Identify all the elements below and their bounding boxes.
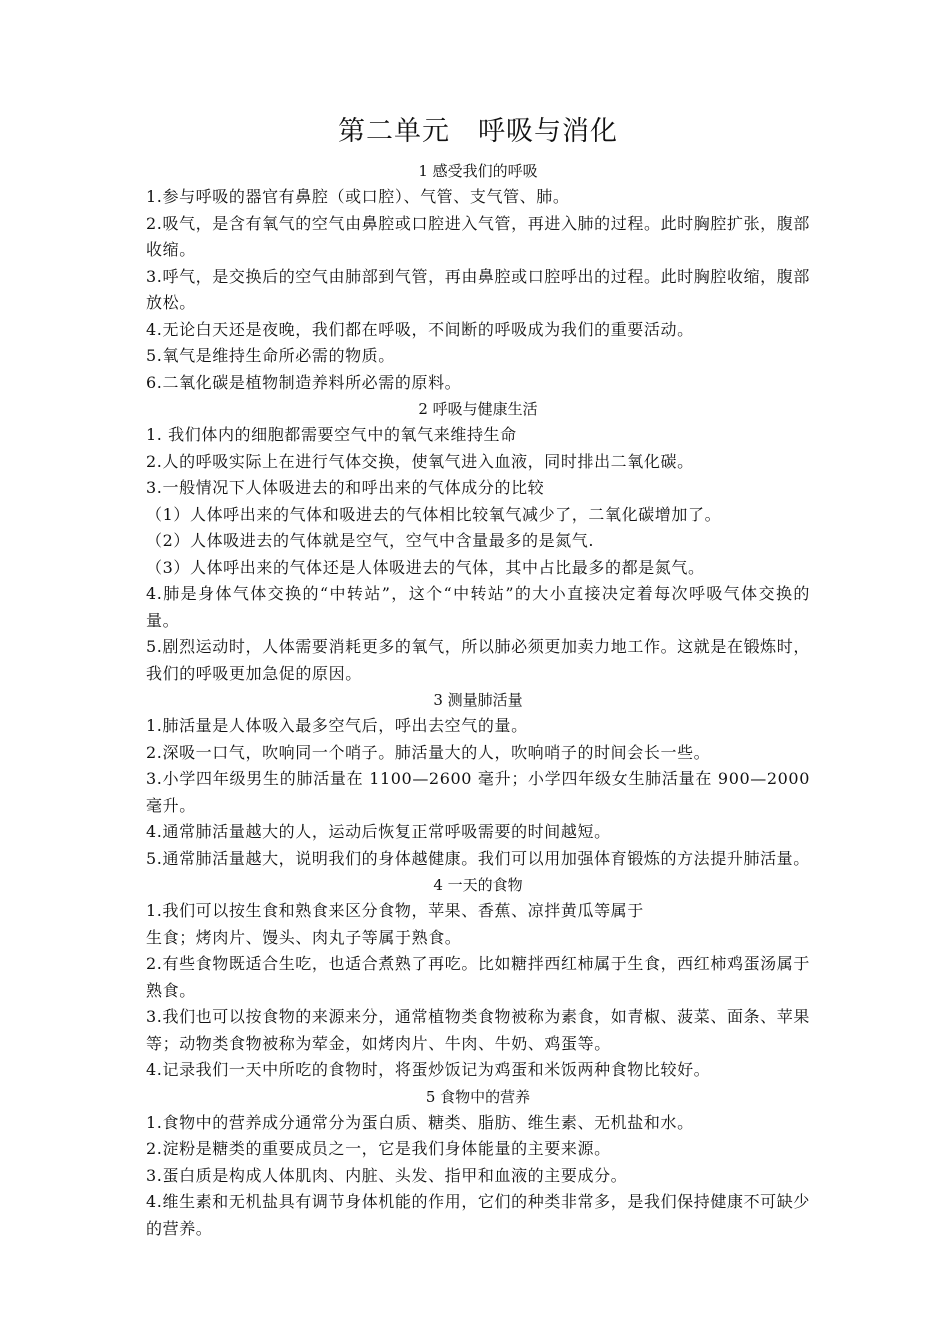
paragraph: 1.食物中的营养成分通常分为蛋白质、糖类、脂肪、维生素、无机盐和水。 — [146, 1112, 694, 1132]
paragraph: 2.淀粉是糖类的重要成员之一，它是我们身体能量的主要来源。 — [146, 1139, 611, 1158]
section-heading: 1 感受我们的呼吸 — [418, 162, 538, 180]
paragraph: 生食；烤肉片、馒头、肉丸子等属于熟食。 — [146, 927, 462, 947]
page-title: 第二单元 呼吸与消化 — [338, 116, 618, 147]
section-4 — [146, 872, 810, 1084]
section-5 — [146, 1084, 810, 1243]
paragraph: （1）人体呼出来的气体和吸进去的气体相比较氧气减少了，二氧化碳增加了。 — [146, 504, 722, 524]
paragraph: 4.通常肺活量越大的人，运动后恢复正常呼吸需要的时间越短。 — [146, 822, 611, 841]
section-2 — [146, 396, 810, 687]
paragraph: 2.吸气，是含有氧气的空气由鼻腔或口腔进入气管，再进入肺的过程。此时胸腔扩张，腹部收缩。 — [146, 213, 810, 259]
paragraph: 4.维生素和无机盐具有调节身体机能的作用，它们的种类非常多，是我们保持健康不可缺少的营养。 — [146, 1192, 810, 1238]
paragraph: 4.无论白天还是夜晚，我们都在呼吸，不间断的呼吸成为我们的重要活动。 — [146, 319, 694, 339]
section-heading: 5 食物中的营养 — [425, 1087, 531, 1106]
section-heading: 4 一天的食物 — [433, 876, 523, 894]
paragraph: （3）人体呼出来的气体还是人体吸进去的气体，其中占比最多的都是氮气。 — [146, 557, 705, 577]
paragraph: 2.人的呼吸实际上在进行气体交换，使氧气进入血液，同时排出二氧化碳。 — [146, 451, 694, 471]
paragraph: 1. 我们体内的细胞都需要空气中的氧气来维持生命 — [146, 425, 517, 444]
paragraph: 4.肺是身体气体交换的“中转站”，这个“中转站”的大小直接决定着每次呼吸气体交换的量。 — [146, 584, 810, 630]
section-1 — [146, 158, 810, 396]
paragraph: 3.小学四年级男生的肺活量在 1100—2600 毫升；小学四年级女生肺活量在 900—2000 毫升。 — [146, 769, 810, 815]
paragraph: 5.剧烈运动时，人体需要消耗更多的氧气，所以肺必须更加卖力地工作。这就是在锻炼时，我们的呼吸更加急促的原因。 — [146, 637, 810, 683]
paragraph: （2）人体吸进去的气体就是空气，空气中含量最多的是氮气. — [146, 531, 595, 550]
paragraph: 1.肺活量是人体吸入最多空气后，呼出去空气的量。 — [146, 716, 528, 735]
document-page — [146, 110, 810, 1242]
paragraph: 5.氧气是维持生命所必需的物质。 — [146, 346, 395, 365]
paragraph: 3.一般情况下人体吸进去的和呼出来的气体成分的比较 — [146, 478, 545, 497]
section-3 — [146, 687, 810, 872]
paragraph: 3.我们也可以按食物的来源来分，通常植物类食物被称为素食，如青椒、菠菜、面条、苹果等；动物类食物被称为荤金，如烤肉片、牛肉、牛奶、鸡蛋等。 — [146, 1007, 810, 1053]
paragraph: 1.我们可以按生食和熟食来区分食物，苹果、香蕉、凉拌黄瓜等属于 — [146, 901, 644, 920]
paragraph: 1.参与呼吸的器官有鼻腔（或口腔）、气管、支气管、肺。 — [146, 187, 570, 206]
paragraph: 5.通常肺活量越大，说明我们的身体越健康。我们可以用加强体育锻炼的方法提升肺活量。 — [146, 848, 810, 868]
paragraph: 2.深吸一口气，吹响同一个哨子。肺活量大的人，吹响哨子的时间会长一些。 — [146, 742, 711, 762]
paragraph: 4.记录我们一天中所吃的食物时，将蛋炒饭记为鸡蛋和米饭两种食物比较好。 — [146, 1060, 711, 1079]
paragraph: 3.蛋白质是构成人体肌肉、内脏、头发、指甲和血液的主要成分。 — [146, 1165, 628, 1185]
section-heading: 2 呼吸与健康生活 — [418, 400, 538, 418]
section-heading: 3 测量肺活量 — [433, 691, 523, 709]
paragraph: 3.呼气，是交换后的空气由肺部到气管，再由鼻腔或口腔呼出的过程。此时胸腔收缩，腹部放松。 — [146, 266, 810, 312]
paragraph: 2.有些食物既适合生吃，也适合煮熟了再吃。比如糖拌西红柿属于生食，西红柿鸡蛋汤属于熟食。 — [146, 954, 810, 1000]
paragraph: 6.二氧化碳是植物制造养料所必需的原料。 — [146, 372, 462, 392]
